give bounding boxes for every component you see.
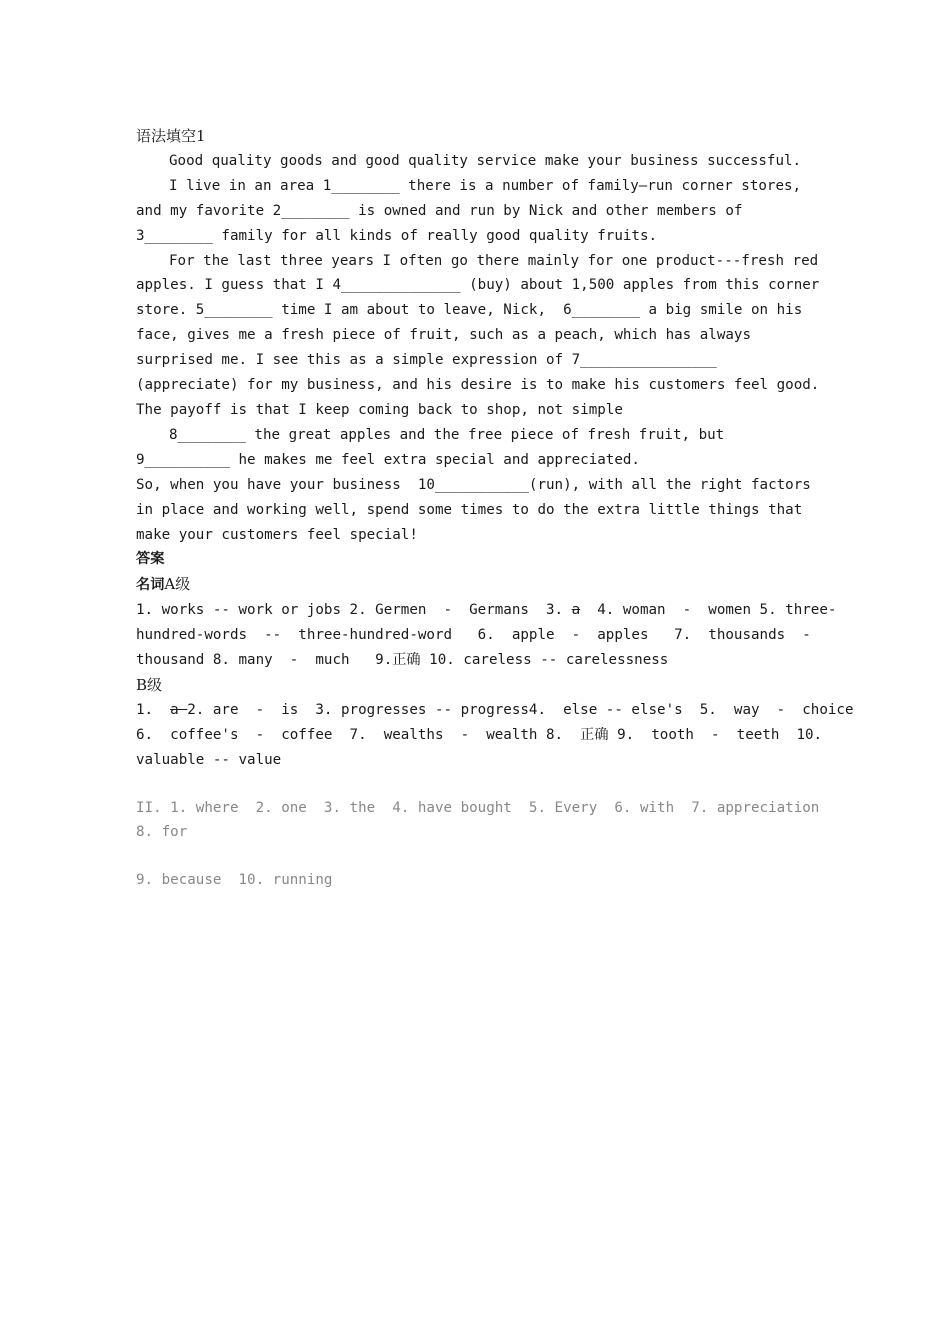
answer-key-line: II. 1. where 2. one 3. the 4. have bought 5. Every 6. with 7. appreciation <box>136 799 820 816</box>
passage-line: For the last three years I often go there mainly for one product---fresh red <box>169 252 819 269</box>
section-a-line: thousand 8. many - much 9.正确 10. careless -- carelessness <box>136 652 669 669</box>
passage-line: and my favorite 2________ is owned and run by Nick and other members of <box>136 202 743 219</box>
page-title: 语法填空1 <box>136 127 206 145</box>
section-a-label-rest: A级 <box>164 575 191 594</box>
passage-line: (appreciate) for my business, and his desire is to make his customers feel good. <box>136 377 820 394</box>
spacer <box>136 845 816 868</box>
section-a-line-start: 1. works -- work or jobs 2. Germen - Germans 3. <box>136 602 572 619</box>
passage-line: 8________ the great apples and the free piece of fresh fruit, but <box>169 426 725 443</box>
passage-line: make your customers feel special! <box>136 526 418 543</box>
passage-line: surprised me. I see this as a simple expression of 7________________ <box>136 352 717 369</box>
section-b-line: 6. coffee's - coffee 7. wealths - wealth 8. 正确 9. tooth - teeth 10. <box>136 726 823 743</box>
section-a-line-end: 4. woman - women 5. three- <box>580 602 837 619</box>
section-a-label <box>136 572 816 598</box>
passage-line: face, gives me a fresh piece of fruit, such as a peach, which has always <box>136 327 751 344</box>
passage-line: in place and working well, spend some times to do the extra little things that <box>136 501 803 518</box>
passage-line: So, when you have your business 10___________(run), with all the right factors <box>136 476 811 493</box>
struck-answer: a <box>571 602 581 619</box>
section-a-line <box>136 598 837 623</box>
passage-line: I live in an area 1________ there is a number of family—run corner stores, <box>169 177 802 194</box>
section-a-line: hundred-words -- three-hundred-word 6. apple - apples 7. thousands - <box>136 627 811 644</box>
struck-answer: a <box>170 701 188 718</box>
spacer <box>136 773 816 796</box>
section-b-label: B级 <box>136 675 163 694</box>
passage-line: 3________ family for all kinds of really good quality fruits. <box>136 227 658 244</box>
passage-line: store. 5________ time I am about to leave, Nick, 6________ a big smile on his <box>136 302 803 319</box>
passage-line: The payoff is that I keep coming back to shop, not simple <box>136 401 623 418</box>
passage-line: apples. I guess that I 4______________ (buy) about 1,500 apples from this corner <box>136 277 820 294</box>
answer-key-line: 9. because 10. running <box>136 872 333 889</box>
passage-line: 9__________ he makes me feel extra special and appreciated. <box>136 451 640 468</box>
section-b-line: valuable -- value <box>136 751 282 768</box>
section-a-label-bold: 名词 <box>136 577 165 594</box>
section-b-line <box>136 698 854 723</box>
answer-heading: 答案 <box>136 551 165 568</box>
document-page <box>136 124 854 893</box>
section-b-line-end: 2. are - is 3. progresses -- progress4. else -- else's 5. way - choice <box>187 701 854 718</box>
passage-line: Good quality goods and good quality service make your business successful. <box>169 152 802 169</box>
section-b-prefix: 1. <box>136 701 171 718</box>
answer-key-line: 8. for <box>136 824 188 841</box>
